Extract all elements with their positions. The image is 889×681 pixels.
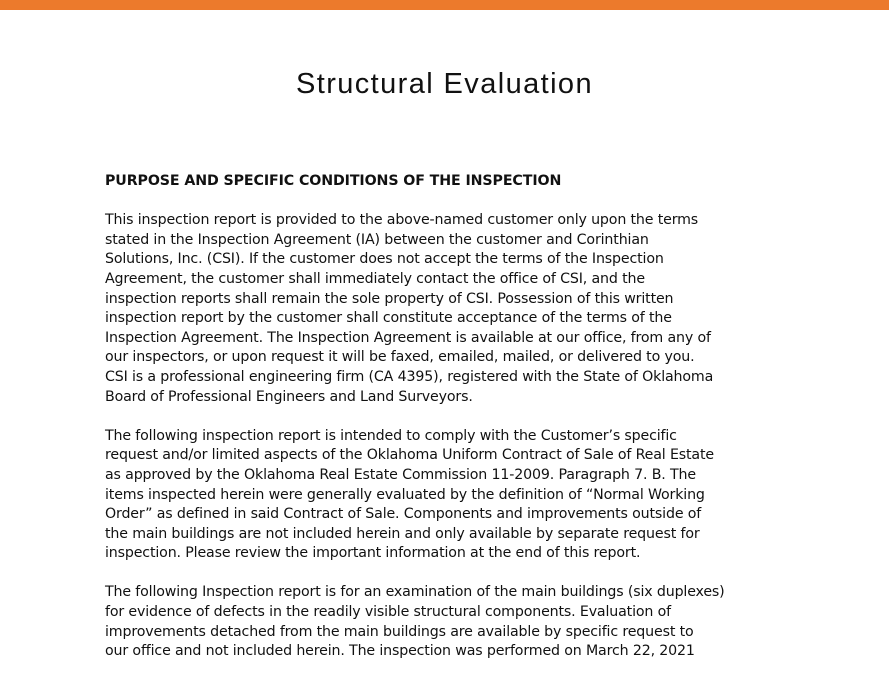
text-line: CSI is a professional engineering firm (CA 4395), registered with the State of Oklahoma	[105, 368, 714, 385]
text-line: Order” as defined in said Contract of Sale. Components and improvements outside of	[105, 506, 702, 523]
text-line: The following Inspection report is for an examination of the main buildings (six duplexes)	[105, 584, 725, 601]
text-line: improvements detached from the main buildings are available by specific request to	[105, 623, 694, 640]
paragraph-contract-compliance	[105, 427, 795, 564]
header-accent-bar	[0, 0, 889, 10]
text-line: The following inspection report is intended to comply with the Customer’s specific	[105, 427, 677, 444]
text-line: inspection report by the customer shall constitute acceptance of the terms of the	[105, 310, 672, 327]
text-line: items inspected herein were generally evaluated by the definition of “Normal Working	[105, 486, 705, 503]
text-line: inspection. Please review the important information at the end of this report.	[105, 545, 641, 562]
text-line: This inspection report is provided to the above-named customer only upon the terms	[105, 212, 699, 229]
paragraph-scope	[105, 583, 795, 661]
text-line: Board of Professional Engineers and Land Surveyors.	[105, 388, 473, 405]
document-title: Structural Evaluation	[296, 68, 593, 100]
text-line: Agreement, the customer shall immediately contact the office of CSI, and the	[105, 270, 645, 287]
section-heading: PURPOSE AND SPECIFIC CONDITIONS OF THE INSPECTION	[105, 173, 562, 189]
text-line: our inspectors, or upon request it will be faxed, emailed, mailed, or delivered to you.	[105, 349, 695, 366]
text-line: inspection reports shall remain the sole property of CSI. Possession of this written	[105, 290, 674, 307]
text-line: for evidence of defects in the readily visible structural components. Evaluation of	[105, 604, 671, 621]
text-line: request and/or limited aspects of the Oklahoma Uniform Contract of Sale of Real Estate	[105, 447, 714, 464]
text-line: the main buildings are not included herein and only available by separate request for	[105, 525, 700, 542]
text-line: as approved by the Oklahoma Real Estate Commission 11-2009. Paragraph 7. B. The	[105, 466, 696, 483]
document-body	[105, 172, 795, 681]
text-line: stated in the Inspection Agreement (IA) between the customer and Corinthian	[105, 231, 649, 248]
text-line: our office and not included herein. The inspection was performed on March 22, 2021	[105, 643, 695, 660]
paragraph-terms	[105, 211, 795, 407]
text-line: Inspection Agreement. The Inspection Agreement is available at our office, from any of	[105, 329, 711, 346]
text-line: Solutions, Inc. (CSI). If the customer does not accept the terms of the Inspection	[105, 251, 664, 268]
